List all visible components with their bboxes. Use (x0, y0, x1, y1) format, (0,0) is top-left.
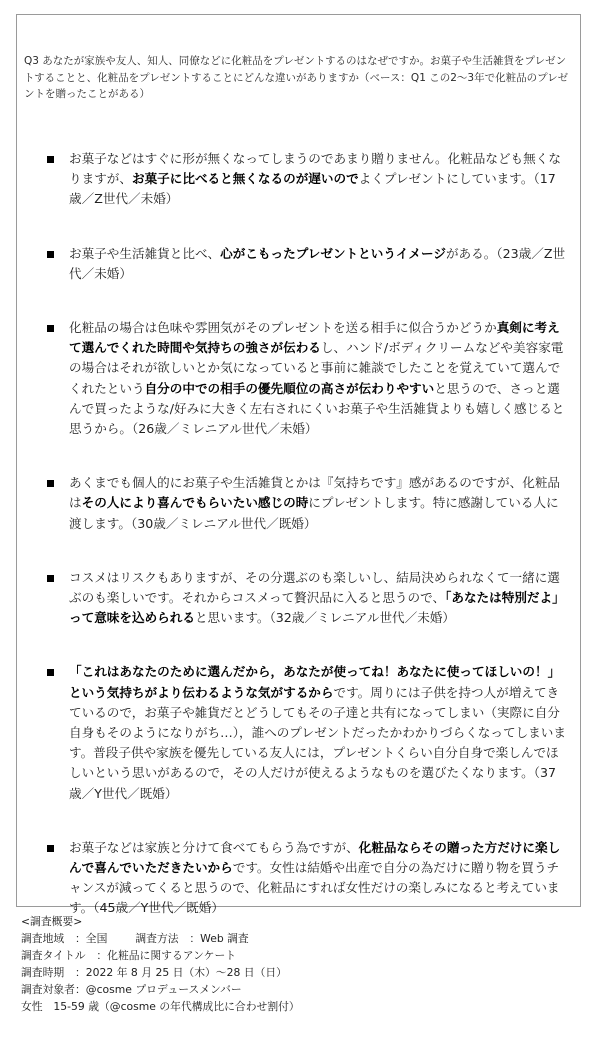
survey-sample: 女性 15-59 歳（@cosme の年代構成比に合わせ割付） (21, 1000, 300, 1013)
answer-emphasis: お菓子に比べると無くなるのが遅いので (131, 171, 359, 187)
question-text: Q3 あなたが家族や友人、知人、同僚などに化粧品をプレゼントするのはなぜですか。お菓子や生活雑貨をプレゼントすることと、化粧品をプレゼントすることにどんな違いがありますか（ベース：Q1 この2～3年で化粧品のプレゼントを贈ったことがある） (24, 55, 569, 100)
list-item (47, 473, 567, 534)
survey-period: 調査時期 ：2022 年 8 月 25 日（木）～28 日（日） (21, 966, 287, 979)
answer-run: にプレゼントします。特に感謝している人に渡します。（30歳／ミレニアル世代／既婚） (69, 495, 559, 531)
answer-text (69, 840, 560, 916)
answer-text (69, 320, 564, 436)
list-item (47, 149, 567, 210)
bullet-square-icon (47, 575, 54, 582)
answer-list (47, 149, 567, 953)
answer-emphasis: 真剣に考えて選んでくれた時間や気持ちの強さが伝わる (69, 320, 560, 356)
survey-area: 調査地域 ：全国 (21, 932, 108, 945)
answer-run: あくまでも個人的にお菓子や生活雑貨とかは『気持ちです』感があるのですが、化粧品は (69, 475, 561, 511)
answer-run: がある。（23歳／Z世代／未婚） (69, 245, 566, 281)
answer-run: です。周りには子供を持つ人が増えてきているので，お菓子や雑貨だとどうしてもその子達と共有になってしまい（実際に自分自身もそのようになりがち…），誰へのプレゼントだったかわかりづらくなってしまいます。普段子供や家族を優先している友人には，プレゼントくらい自分自身で楽しんでほしいという思いがあるので，その人だけが使えるようなものを選びたくなります。（37歳／Y世代／既婚） (69, 684, 566, 801)
answer-text (69, 475, 560, 530)
answer-emphasis: 「あなたは特別だよ」って意味を込められる (69, 590, 565, 626)
answer-run: お菓子などは家族と分けて食べてもらう為ですが、 (69, 839, 359, 855)
list-item (47, 568, 567, 629)
answer-run: お菓子や生活雑貨と比べ、 (69, 245, 221, 261)
bullet-square-icon (47, 325, 54, 332)
survey-area-method-row (21, 930, 581, 947)
bullet-square-icon (47, 251, 54, 258)
survey-title: 調査タイトル ：化粧品に関するアンケート (21, 949, 237, 962)
answer-text (69, 151, 561, 206)
answer-run: し、ハンド/ボディクリームなどや美容家電の場合はそれが欲しいとか気になっていると事前に雑談でしたことを覚えていて選んでくれたという (69, 340, 564, 396)
answer-run: と思います。（32歳／ミレニアル世代／未婚） (194, 610, 456, 626)
bullet-square-icon (47, 156, 54, 163)
answer-text (69, 570, 565, 625)
answer-run: 化粧品の場合は色味や雰囲気がそのプレゼントを送る相手に似合うかどうか (69, 320, 497, 336)
answer-emphasis: 化粧品ならその贈った方だけに楽しんで喜んでいただきたいから (69, 839, 561, 876)
answer-run: です。女性は結婚や出産で自分の為だけに贈り物を買うチャンスが減ってくると思うので、化粧品にすれば女性だけの楽しみになると考えています。（45歳／Y世代／既婚） (69, 860, 560, 916)
bullet-square-icon (47, 669, 54, 676)
answer-run: お菓子などはすぐに形が無くなってしまうのであまり贈りません。化粧品なども無くなりますが、 (69, 151, 561, 187)
answer-run: と思うので、さっと選んで買ったような/好みに大きく左右されにくいお菓子や生活雑貨よりも嬉しく感じると思うから。（26歳／ミレニアル世代／未婚） (69, 380, 565, 437)
answer-text (69, 664, 566, 800)
answer-run: コスメはリスクもありますが、その分選ぶのも楽しいし、結局決められなくて一緒に選ぶのも楽しいです。それからコスメって贅沢品に入ると思うので、 (69, 569, 560, 606)
bullet-square-icon (47, 845, 54, 852)
survey-target: 調査対象者：@cosme プロデュースメンバー (21, 983, 242, 996)
list-item (47, 838, 567, 919)
survey-method: 調査方法 ：Web 調査 (135, 932, 249, 945)
answer-run: よくプレゼントにしています。（17歳／Z世代／未婚） (69, 171, 556, 207)
list-item (47, 662, 567, 803)
survey-heading: <調査概要> (21, 915, 83, 928)
answer-emphasis: 心がこもったプレゼントというイメージ (220, 245, 446, 261)
document-frame (16, 14, 581, 916)
answer-emphasis: その人により喜んでもらいたい感じの時 (81, 495, 309, 511)
answer-emphasis: 自分の中での相手の優先順位の高さが伝わりやすい (144, 380, 435, 396)
list-item (47, 318, 567, 439)
survey-overview (21, 913, 581, 1015)
list-item (47, 244, 567, 284)
answer-text (69, 246, 565, 281)
answer-emphasis: 「これはあなたのために選んだから，あなたが使ってね！あなたに使ってほしいの！」という気持ちがより伝わるような気がするから (69, 664, 561, 700)
bullet-square-icon (47, 480, 54, 487)
